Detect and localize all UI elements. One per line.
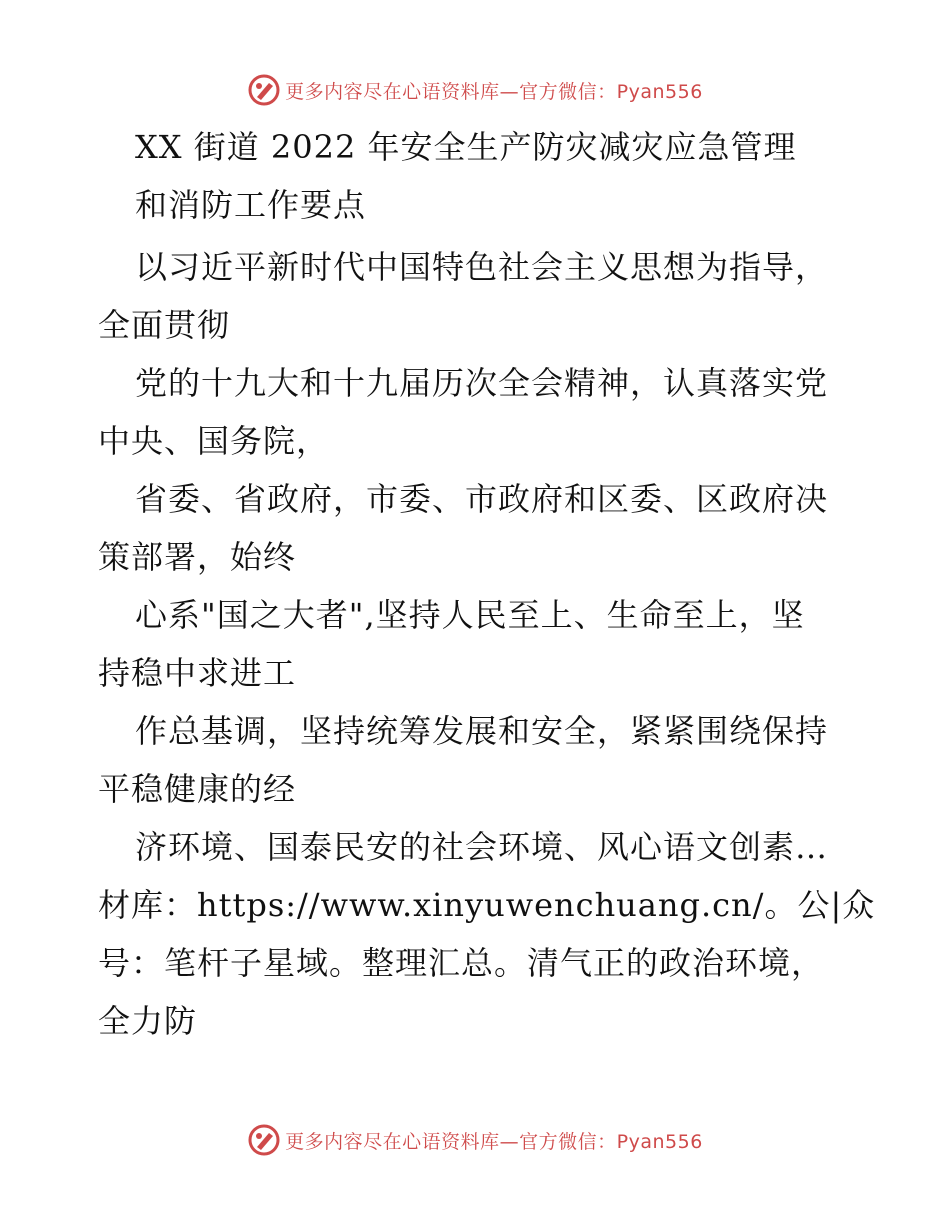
paragraph-line: 平稳健康的经 (98, 770, 297, 808)
paragraph-line: 持稳中求进工 (98, 654, 297, 692)
header-banner (0, 70, 950, 110)
footer-banner (0, 1120, 950, 1160)
paragraph-line: 中央、国务院， (98, 422, 330, 460)
banner-text: 更多内容尽在心语资料库—官方微信：Pyan556 (285, 80, 703, 103)
paragraph-line: 作总基调，坚持统筹发展和安全，紧紧围绕保持 (135, 712, 829, 750)
banner-text: 更多内容尽在心语资料库—官方微信：Pyan556 (285, 1130, 703, 1153)
paragraph-line: 策部署，始终 (98, 538, 297, 576)
paragraph-line: 济环境、国泰民安的社会环境、风心语文创素… (135, 828, 829, 866)
paragraph-line: 材库：https://www.xinyuwenchuang.cn/。公|众 (98, 886, 876, 924)
brand-logo-icon (247, 1123, 281, 1157)
paragraph-line: 号：笔杆子星域。整理汇总。清气正的政治环境， (98, 944, 825, 982)
paragraph-line: 省委、省政府，市委、市政府和区委、区政府决 (135, 480, 829, 518)
doc-title-line-1: XX 街道 2022 年安全生产防灾减灾应急管理 (135, 128, 797, 166)
doc-title-line-2: 和消防工作要点 (135, 186, 367, 224)
paragraph-line: 以习近平新时代中国特色社会主义思想为指导， (135, 248, 829, 286)
paragraph-line: 全面贯彻 (98, 306, 231, 344)
paragraph-line: 心系"国之大者",坚持人民至上、生命至上，坚 (135, 596, 805, 634)
paragraph-line: 党的十九大和十九届历次全会精神，认真落实党 (135, 364, 829, 402)
paragraph-line: 全力防 (98, 1002, 198, 1040)
brand-logo-icon (247, 73, 281, 107)
